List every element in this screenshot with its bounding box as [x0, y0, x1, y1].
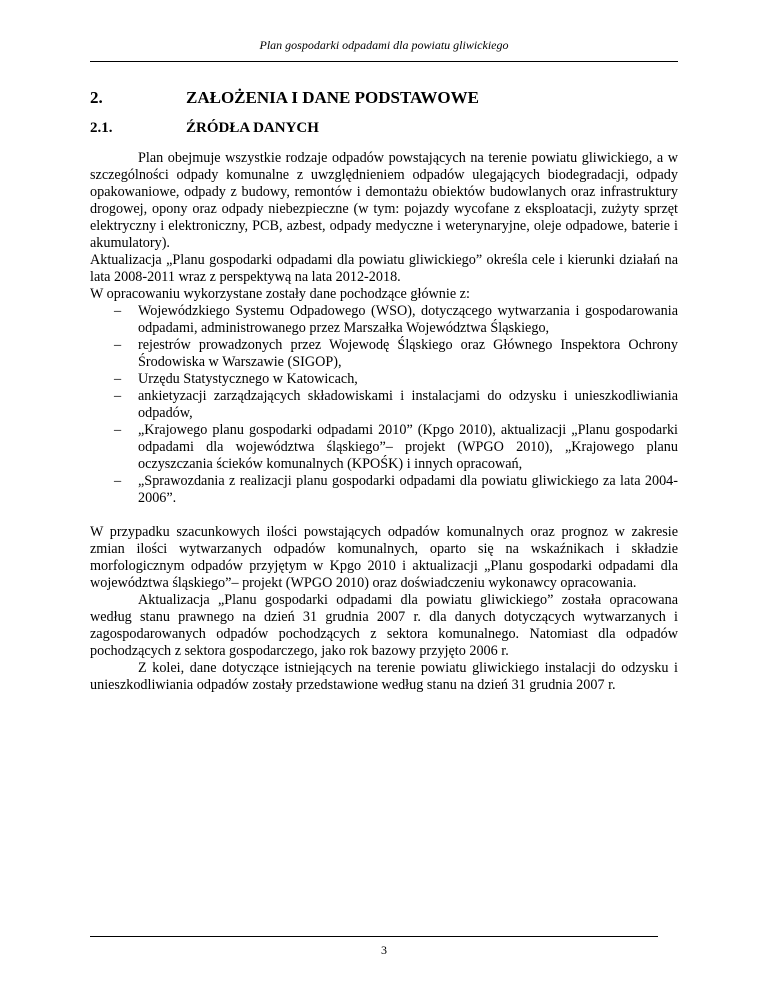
section-title: ZAŁOŻENIA I DANE PODSTAWOWE — [186, 88, 479, 107]
sources-list — [90, 303, 678, 507]
section-number: 2. — [90, 88, 103, 107]
page-number: 3 — [381, 943, 387, 957]
subsection-title: ŹRÓDŁA DANYCH — [186, 120, 319, 136]
header-rule — [90, 61, 678, 62]
paragraph-installations: Z kolei, dane dotyczące istniejących na terenie powiatu gliwickiego instalacji do odzysku i unieszkodliwiania odpadów zostały przedstawione według stanu na dzień 31 grudnia 2007 r. — [90, 660, 678, 693]
list-item: – „Sprawozdania z realizacji planu gospodarki odpadami dla powiatu gliwickiego za lata 2004-2006”. — [138, 473, 678, 507]
subsection-number: 2.1. — [90, 120, 113, 136]
list-item: – ankietyzacji zarządzających składowiskami i instalacjami do odzysku i unieszkodliwiania odpadów, — [138, 388, 678, 422]
running-header: Plan gospodarki odpadami dla powiatu gliwickiego — [259, 38, 509, 52]
list-item: – rejestrów prowadzonych przez Wojewodę Śląskiego oraz Głównego Inspektora Ochrony Środowiska w Warszawie (SIGOP), — [138, 337, 678, 371]
list-item: – Urzędu Statystycznego w Katowicach, — [138, 371, 678, 388]
paragraph-scope: Plan obejmuje wszystkie rodzaje odpadów powstających na terenie powiatu gliwickiego, a w szczególności odpady komunalne z uwzględnieniem odpadów ulegających biodegradacji, odpady opakowaniowe, odpady z budowy, remontów i demontażu obiektów budowlanych oraz infrastruktury drogowej, opony oraz odpady niebezpieczne (w tym: pojazdy wycofane z eksploatacji, zużyty sprzęt elektryczny i elektroniczny, PCB, azbest, odpady medyczne i weterynaryjne, oleje odpadowe, baterie i akumulatory). — [90, 150, 678, 251]
footer-rule — [90, 936, 658, 937]
body-text — [90, 150, 678, 694]
paragraph-legal-state: Aktualizacja „Planu gospodarki odpadami dla powiatu gliwickiego” została opracowana według stanu prawnego na dzień 31 grudnia 2007 r. dla danych dotyczących wytwarzanych i zagospodarowanych odpadów pochodzących z sektora komunalnego. Natomiast dla odpadów pochodzących z sektora gospodarczego, jako rok bazowy przyjęto 2006 r. — [90, 592, 678, 659]
list-item: – „Krajowego planu gospodarki odpadami 2010” (Kpgo 2010), aktualizacji „Planu gospodarki odpadami dla województwa śląskiego”– projekt (WPGO 2010), „Krajowego planu oczyszczania ścieków komunalnych (KPOŚK) i innych opracowań, — [138, 422, 678, 473]
paragraph-sources-intro: W opracowaniu wykorzystane zostały dane pochodzące głównie z: — [90, 286, 470, 302]
paragraph-estimates: W przypadku szacunkowych ilości powstających odpadów komunalnych oraz prognoz w zakresie zmian ilości wytwarzanych odpadów komunalnych, oparto się na wskaźnikach i składzie morfologicznym odpadów przyjętym w Kpgo 2010 i aktualizacji „Planu gospodarki odpadami dla województwa śląskiego”– projekt (WPGO 2010) oraz doświadczeniu wykonawcy opracowania. — [90, 524, 678, 591]
list-item: – Wojewódzkiego Systemu Odpadowego (WSO), dotyczącego wytwarzania i gospodarowania odpadami, administrowanego przez Marszałka Województwa Śląskiego, — [138, 303, 678, 337]
paragraph-goals: Aktualizacja „Planu gospodarki odpadami dla powiatu gliwickiego” określa cele i kierunki działań na lata 2008-2011 wraz z perspektywą na lata 2012-2018. — [90, 252, 678, 285]
